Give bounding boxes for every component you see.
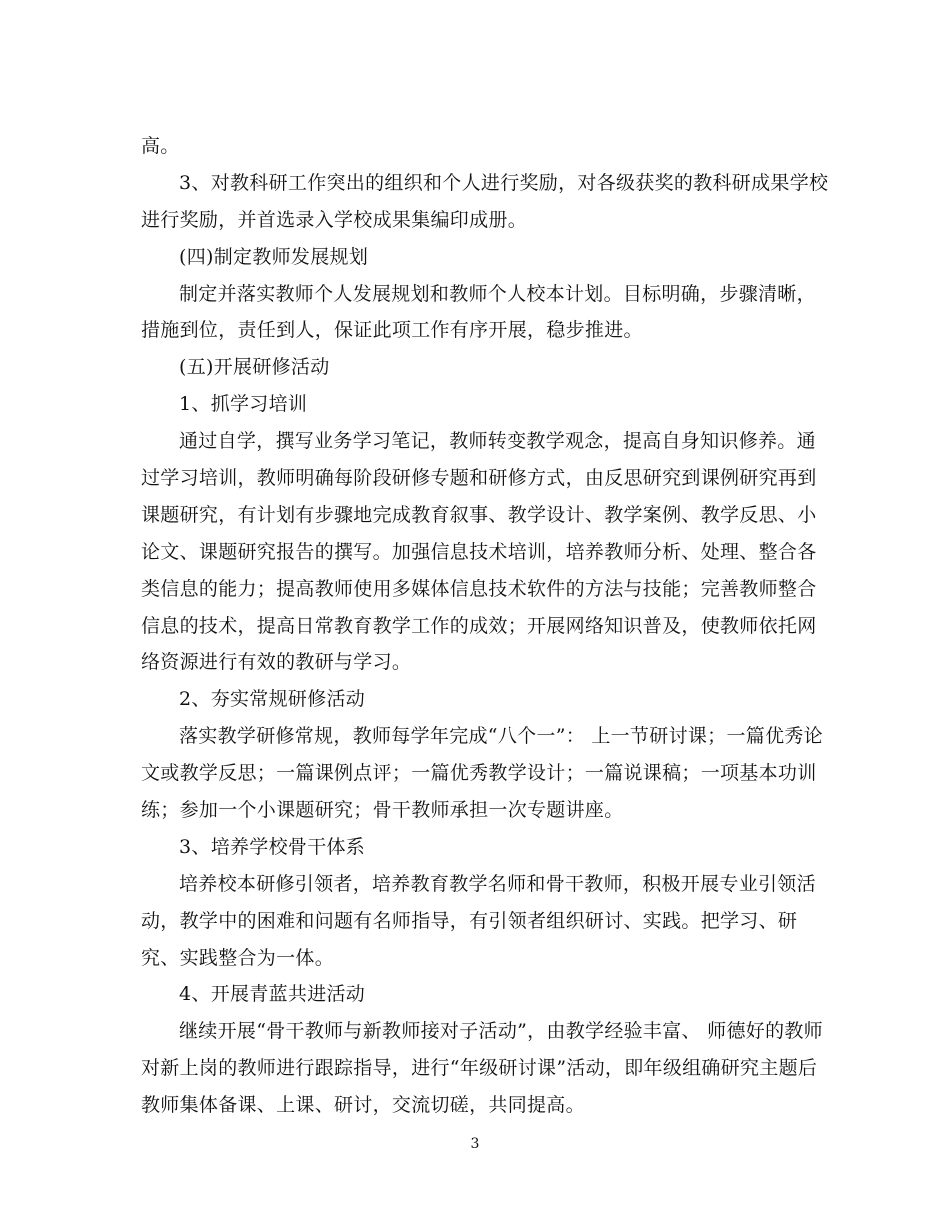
- text-line: 络资源进行有效的教研与学习。: [141, 651, 412, 674]
- document-body: [141, 128, 829, 1124]
- text-line: 类信息的能力；提高教师使用多媒体信息技术软件的方法与技能；完善教师整合: [141, 577, 817, 600]
- text-line: 教师集体备课、上课、研讨，交流切磋，共同提高。: [141, 1094, 585, 1117]
- text-line: 3、培养学校骨干体系: [179, 835, 366, 858]
- text-line: 文或教学反思；一篇课例点评；一篇优秀教学设计；一篇说课稿；一项基本功训: [141, 762, 817, 785]
- text-line: 培养校本研修引领者，培养教育教学名师和骨干教师，积极开展专业引领活: [179, 872, 816, 895]
- text-line: 课题研究，有计划有步骤地完成教育叙事、教学设计、教学案例、教学反思、小: [141, 503, 817, 526]
- text-line: 落实教学研修常规，教师每学年完成“八个一”： 上一节研讨课；一篇优秀论: [179, 725, 823, 748]
- text-line: 信息的技术，提高日常教育教学工作的成效；开展网络知识普及，使教师依托网: [141, 614, 817, 637]
- text-line: 措施到位，责任到人，保证此项工作有序开展，稳步推进。: [141, 319, 643, 342]
- text-line: (五)开展研修活动: [179, 356, 330, 379]
- text-line: 2、夯实常规研修活动: [179, 688, 366, 711]
- text-line: 究、实践整合为一体。: [141, 946, 335, 969]
- text-line: 通过自学，撰写业务学习笔记，教师转变教学观念，提高自身知识修养。通: [179, 430, 816, 453]
- page-number: 3: [470, 1136, 480, 1152]
- text-line: 过学习培训，教师明确每阶段研修专题和研修方式，由反思研究到课例研究再到: [141, 467, 817, 490]
- text-line: 练；参加一个小课题研究；骨干教师承担一次专题讲座。: [141, 799, 624, 822]
- text-line: 论文、课题研究报告的撰写。加强信息技术培训，培养教师分析、处理、整合各: [141, 540, 817, 563]
- text-line: 继续开展“骨干教师与新教师接对子活动”，由教学经验丰富、 师德好的教师: [179, 1020, 823, 1043]
- text-line: 对新上岗的教师进行跟踪指导，进行“年级研讨课”活动，即年级组确研究主题后: [141, 1057, 818, 1080]
- text-line: 4、开展青蓝共进活动: [179, 983, 366, 1006]
- text-line: 3、对教科研工作突出的组织和个人进行奖励，对各级获奖的教科研成果学校: [179, 171, 829, 194]
- text-line: 制定并落实教师个人发展规划和教师个人校本计划。目标明确，步骤清晰，: [179, 282, 816, 305]
- text-line: 1、抓学习培训: [179, 393, 308, 416]
- text-line: 高。: [141, 135, 180, 157]
- text-line: 进行奖励，并首选录入学校成果集编印成册。: [141, 208, 528, 231]
- text-line: 动，教学中的困难和问题有名师指导，有引领者组织研讨、实践。把学习、研: [141, 909, 798, 932]
- text-line: (四)制定教师发展规划: [179, 245, 369, 268]
